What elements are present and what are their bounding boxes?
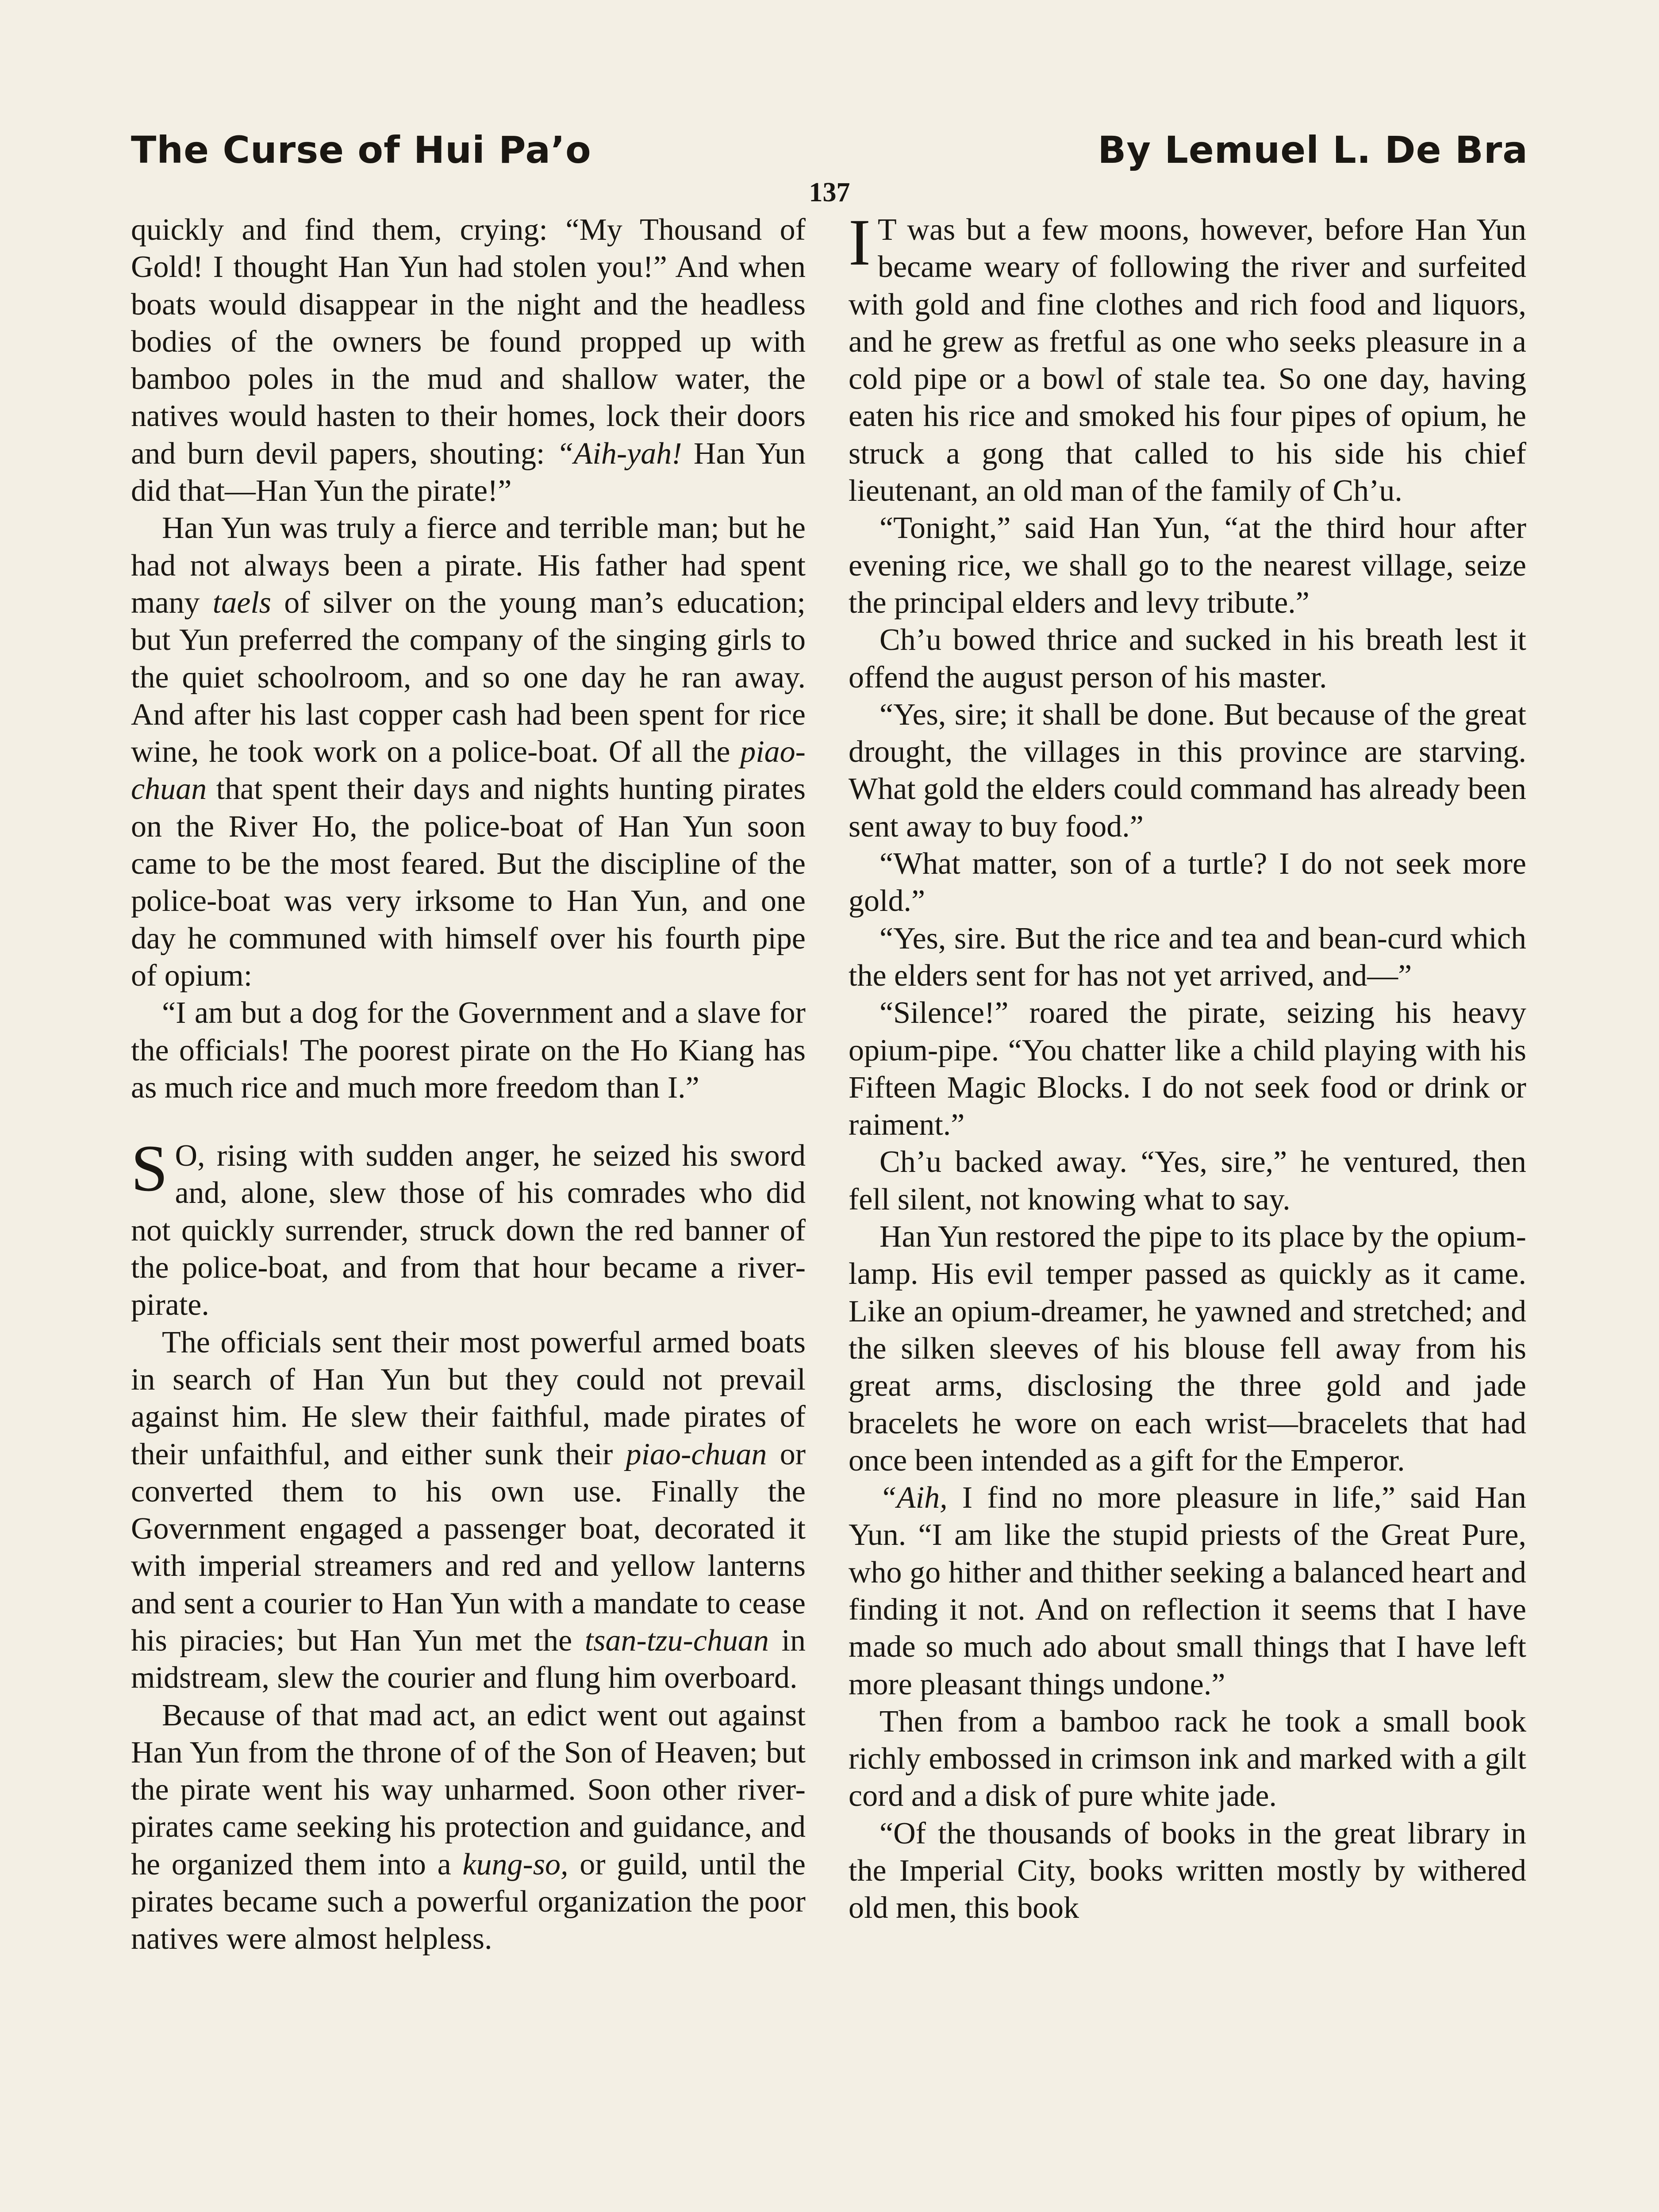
paragraph: quickly and find them, crying: “My Thousand of Gold! I thought Han Yun had stolen you!” And when boats would disappear in the night and the headless bodies of the owners be found propped up with bamboo poles in the mud and shallow water, the natives would hasten to their homes, lock their doors and burn devil papers, shouting: “Aih-yah! Han Yun did that—Han Yun the pirate!”	[131, 213, 806, 508]
paragraph: Ch’u bowed thrice and sucked in his breath lest it offend the august person of his master.	[849, 623, 1526, 695]
drop-cap: S	[131, 1132, 168, 1206]
paragraph: Ch’u backed away. “Yes, sire,” he ventured, then fell silent, not knowing what to say.	[849, 1145, 1526, 1217]
left-column	[131, 211, 806, 1958]
paragraph-dropcap: S O, rising with sudden anger, he seized his sword and, alone, slew those of his comrades who did not quickly surrender, struck down the red banner of the police-boat, and from that hour became a river-pirate.	[131, 1132, 806, 1322]
paragraph: “Silence!” roared the pirate, seizing his heavy opium-pipe. “You chatter like a child playing with his Fifteen Magic Blocks. I do not seek food or drink or raiment.”	[849, 996, 1526, 1142]
paragraph: “What matter, son of a turtle? I do not seek more gold.”	[849, 847, 1526, 918]
right-column	[849, 206, 1526, 1927]
paragraph-dropcap: I T was but a few moons, however, before Han Yun became weary of following the river and surfeited with gold and fine clothes and rich food and liquors, and he grew as fretful as one who seeks pleasure in a cold pipe or a bowl of stale tea. So one day, having eaten his rice and smoked his four pipes of opium, he struck a gong that called to his side his chief lieutenant, an old man of the family of Ch’u.	[849, 206, 1526, 508]
paragraph: Han Yun restored the pipe to its place by the opium-lamp. His evil temper passed as quickly as it came. Like an opium-dreamer, he yawned and stretched; and the silken sleeves of his blouse fell away from his great arms, disclosing the three gold and jade bracelets he wore on each wrist—bracelets that had once been intended as a gift for the Emperor.	[849, 1220, 1526, 1478]
story-title: The Curse of Hui Pa’o	[131, 128, 591, 172]
paragraph: “Yes, sire. But the rice and tea and bean-curd which the elders sent for has not yet arrived, and—”	[849, 921, 1526, 993]
paragraph: Han Yun was truly a fierce and terrible man; but he had not always been a pirate. His father had spent many taels of silver on the young man’s education; but Yun preferred the company of the singing girls to the quiet schoolroom, and so one day he ran away. And after his last copper cash had been spent for rice wine, he took work on a police-boat. Of all the piao-chuan that spent their days and nights hunting pirates on the River Ho, the police-boat of Han Yun soon came to be the most feared. But the discipline of the police-boat was very irksome to Han Yun, and one day he communed with himself over his fourth pipe of opium:	[131, 511, 806, 993]
drop-cap: I	[849, 206, 871, 279]
paragraph: “Tonight,” said Han Yun, “at the third hour after evening rice, we shall go to the nearest village, seize the principal elders and levy tribute.”	[849, 511, 1526, 620]
paragraph: “Of the thousands of books in the great library in the Imperial City, books written mostly by withered old men, this book	[849, 1816, 1526, 1925]
paragraph: Because of that mad act, an edict went out against Han Yun from the throne of of the Son of Heaven; but the pirate went his way unharmed. Soon other river-pirates came seeking his protection and guidance, and he organized them into a kung-so, or guild, until the pirates became such a powerful organization the poor natives were almost helpless.	[131, 1698, 806, 1956]
paragraph: “I am but a dog for the Government and a slave for the officials! The poorest pirate on the Ho Kiang has as much rice and much more freedom than I.”	[131, 996, 806, 1105]
author-byline: By Lemuel L. De Bra	[1098, 128, 1528, 172]
paragraph: “Yes, sire; it shall be done. But because of the great drought, the villages in this province are starving. What gold the elders could command has already been sent away to buy food.”	[849, 697, 1526, 844]
paragraph: Then from a bamboo rack he took a small book richly embossed in crimson ink and marked with a gilt cord and a disk of pure white jade.	[849, 1704, 1526, 1813]
paragraph: “Aih, I find no more pleasure in life,” said Han Yun. “I am like the stupid priests of the Great Pure, who go hither and thither seeking a balanced heart and finding it not. And on reflection it seems that I have made so much ado about small things that I have left more pleasant things undone.”	[849, 1481, 1526, 1701]
page-number: 137	[809, 177, 850, 207]
paragraph: The officials sent their most powerful armed boats in search of Han Yun but they could not prevail against him. He slew their faithful, made pirates of their unfaithful, and either sunk their piao-chuan or converted them to his own use. Finally the Government engaged a passenger boat, decorated it with imperial streamers and red and yellow lanterns and sent a courier to Han Yun with a mandate to cease his piracies; but Han Yun met the tsan-tzu-chuan in midstream, slew the courier and flung him overboard.	[131, 1325, 806, 1695]
